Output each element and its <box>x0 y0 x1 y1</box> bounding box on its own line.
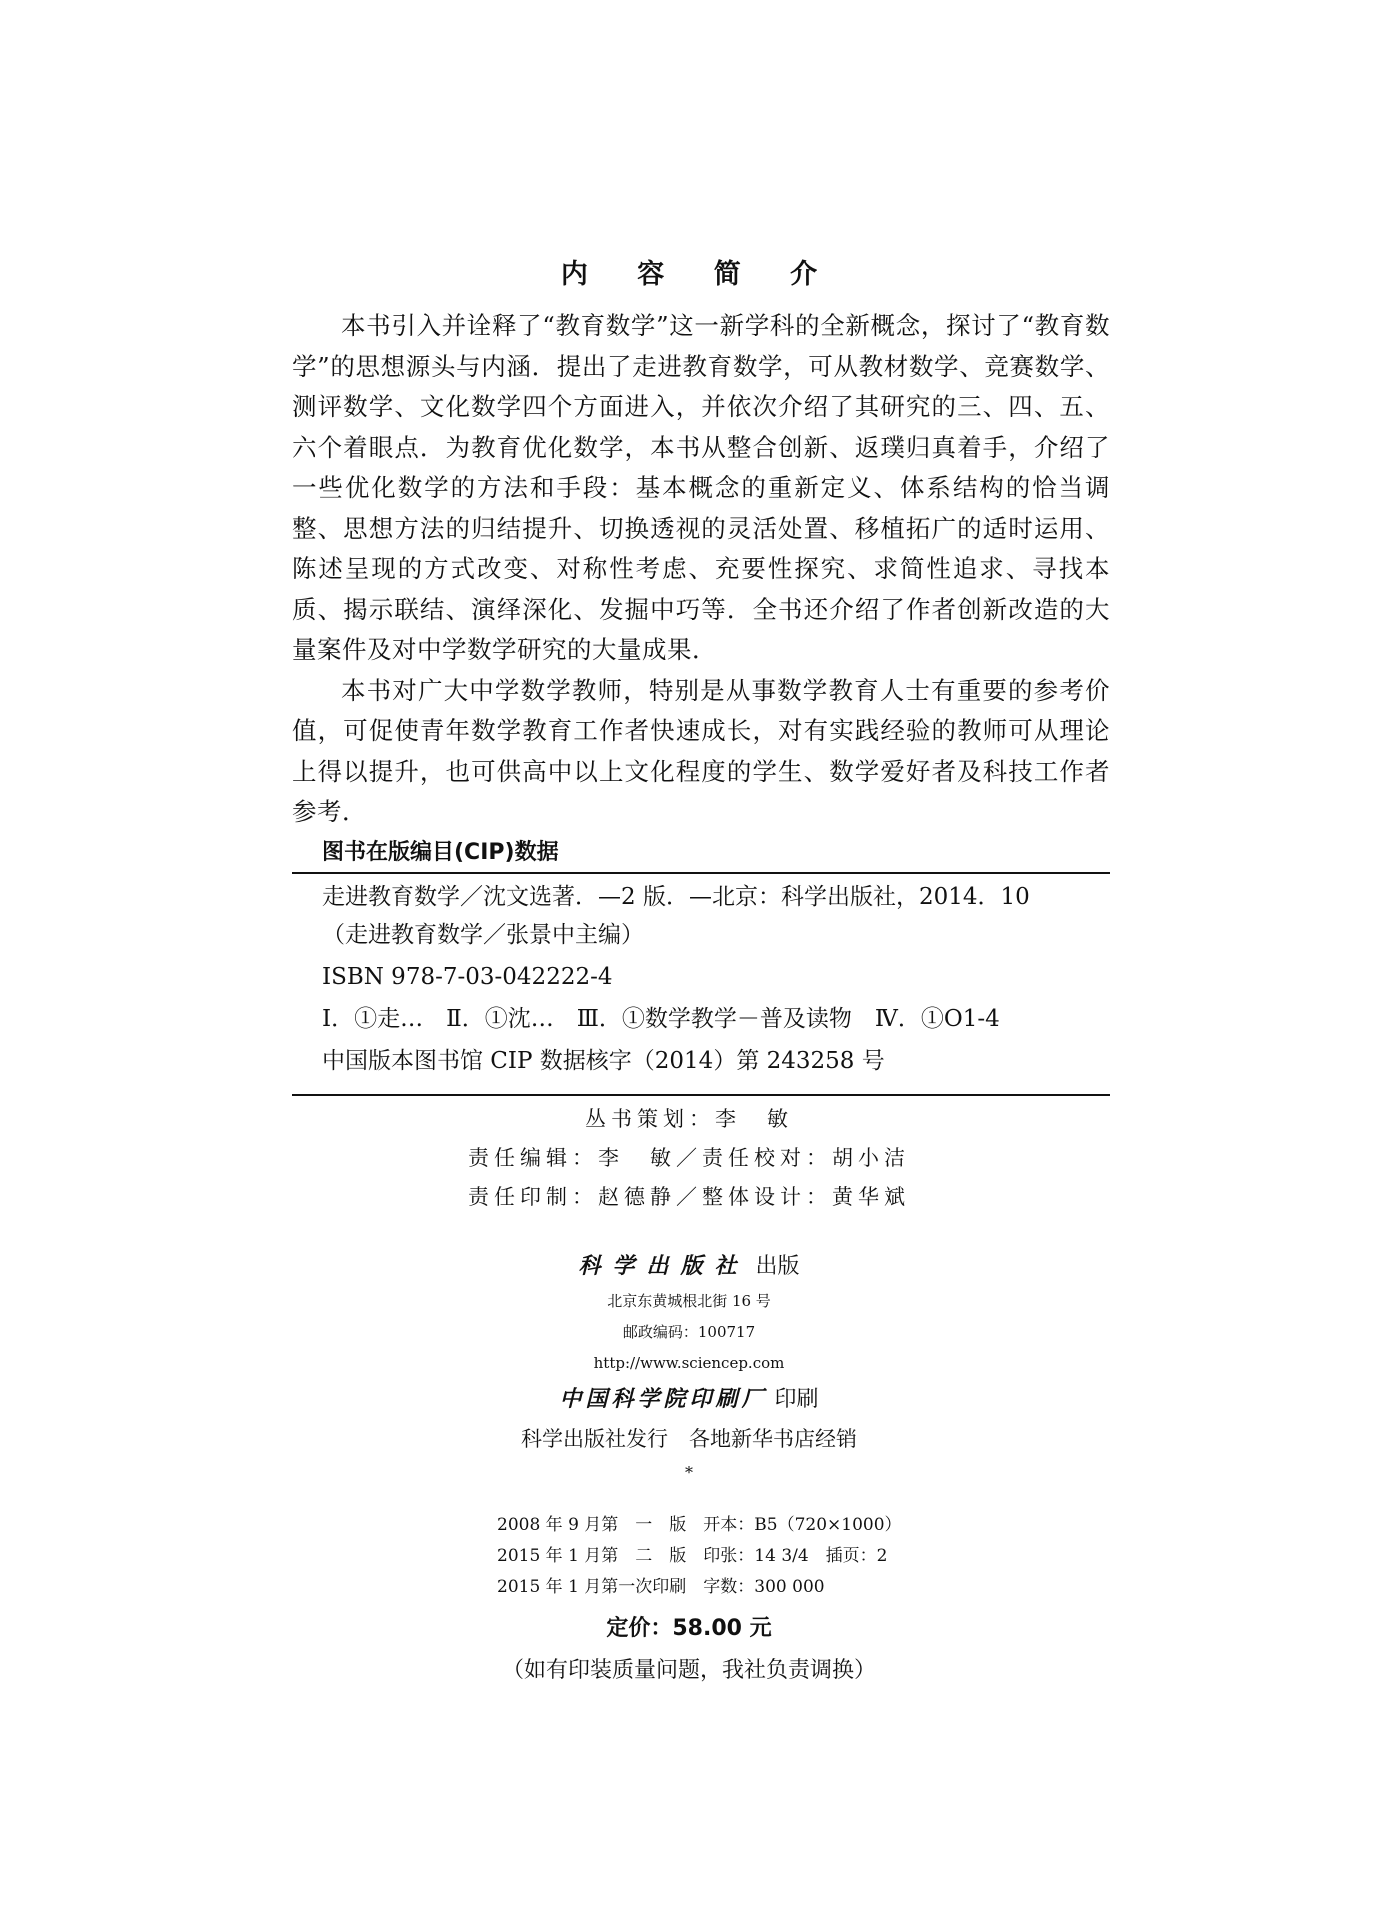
cip-bottom-rule <box>292 1094 1110 1096</box>
quality-notice: （如有印装质量问题，我社负责调换） <box>501 1658 876 1683</box>
series-planner: 丛书策划：李 敏 <box>585 1107 793 1131</box>
edition-specs <box>497 1510 902 1603</box>
price: 定价：58.00 元 <box>606 1616 772 1641</box>
distribution-line: 科学出版社发行 各地新华书店经销 <box>521 1427 857 1451</box>
printing-design: 责任印制：赵德静／整体设计：黄华斌 <box>468 1185 910 1209</box>
summary-title: 内 容 简 介 <box>560 259 838 290</box>
printer-action: 印刷 <box>774 1387 819 1412</box>
publisher-url: http://www.sciencep.com <box>593 1354 785 1372</box>
cip-isbn: ISBN 978-7-03-042222-4 <box>322 964 613 990</box>
cip-block <box>322 878 1030 1080</box>
spec-printing: 2015 年 1 月第一次印刷 字数：300 000 <box>497 1577 825 1597</box>
summary-paragraph-2: 本书对广大中学数学教师，特别是从事数学教育人士有重要的参考价值，可促使青年数学教育工作者快速成长，对有实践经验的教师可从理论上得以提升，也可供高中以上文化程度的学生、数学爱好者及科技工作者参考． <box>292 675 1110 826</box>
cip-title-line: 走进教育数学／沈文选著．—2 版．—北京：科学出版社，2014．10 <box>322 884 1030 910</box>
spec-first-edition: 2008 年 9 月第 一 版 开本：B5（720×1000） <box>497 1515 902 1535</box>
cip-series-line: （走进教育数学／张景中主编） <box>322 922 644 948</box>
cip-classification: Ⅰ．①走… Ⅱ．①沈… Ⅲ．①数学教学－普及读物 Ⅳ．①O1-4 <box>322 1006 1000 1032</box>
separator-asterisk: * <box>685 1463 693 1482</box>
summary-paragraph-1: 本书引入并诠释了“教育数学”这一新学科的全新概念，探讨了“教育数学”的思想源头与内涵．提出了走进教育数学，可从教材数学、竞赛数学、测评数学、文化数学四个方面进入，并依次介绍了其研究的三、四、五、六个着眼点．为教育优化数学，本书从整合创新、返璞归真着手，介绍了一些优化数学的方法和手段：基本概念的重新定义、体系结构的恰当调整、思想方法的归结提升、切换透视的灵活处置、移植拓广的适时运用、陈述呈现的方式改变、对称性考虑、充要性探究、求简性追求、寻找本质、揭示联结、演绎深化、发掘中巧等．全书还介绍了作者创新改造的大量案件及对中学数学研究的大量成果． <box>292 311 1110 664</box>
editor-proofreader: 责任编辑：李 敏／责任校对：胡小洁 <box>468 1146 910 1170</box>
cip-top-rule <box>292 872 1110 874</box>
cip-record: 中国版本图书馆 CIP 数据核字（2014）第 243258 号 <box>322 1048 885 1074</box>
cip-heading: 图书在版编目(CIP)数据 <box>322 840 559 865</box>
spec-second-edition: 2015 年 1 月第 二 版 印张：14 3/4 插页：2 <box>497 1546 888 1566</box>
publisher-address: 北京东黄城根北街 16 号 <box>607 1292 771 1310</box>
publisher-block <box>0 1246 1378 1487</box>
publisher-action: 出版 <box>755 1254 800 1279</box>
publisher-logo: 科学出版社 <box>578 1253 749 1279</box>
publisher-postcode: 邮政编码：100717 <box>622 1323 756 1341</box>
printer-logo: 中国科学院印刷厂 <box>559 1386 768 1412</box>
credits-block <box>0 1100 1378 1217</box>
summary-body <box>292 306 1110 833</box>
